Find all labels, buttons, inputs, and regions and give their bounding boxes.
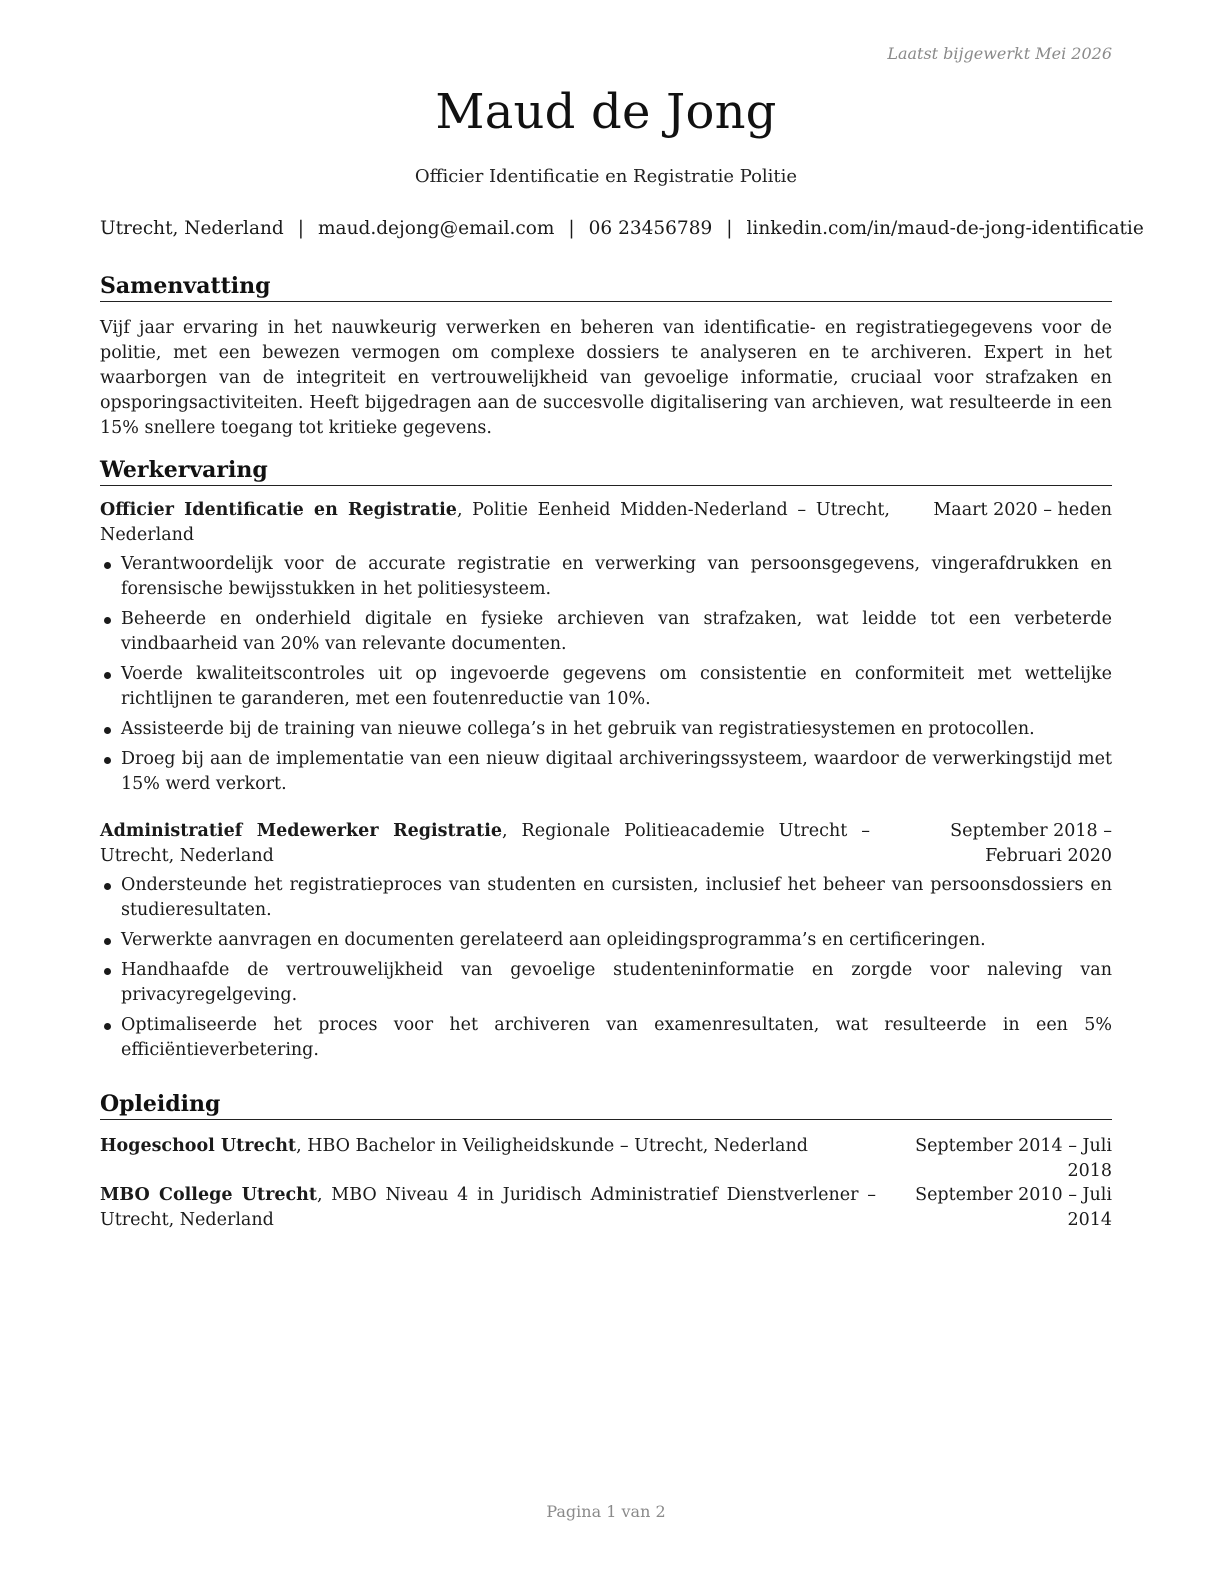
- contact-separator: |: [297, 218, 304, 239]
- experience-section: [100, 456, 1112, 1068]
- bullet-item: Voerde kwaliteitscontroles uit op ingevoerde gegevens om consistentie en conformiteit met wettelijke richtlijnen te garanderen, met een foutenreductie van 10%.: [100, 662, 1112, 712]
- candidate-headline: Officier Identificatie en Registratie Politie: [414, 166, 798, 187]
- education-detail: , HBO Bachelor in Veiligheidskunde – Utrecht, Nederland: [296, 1136, 808, 1156]
- resume-page: [100, 0, 1144, 1584]
- section-title-experience: Werkervaring: [100, 456, 1112, 486]
- contact-line: [100, 218, 1144, 239]
- section-title-summary: Samenvatting: [100, 272, 1112, 302]
- last-updated: Laatst bijgewerkt Mei 2026: [887, 44, 1112, 63]
- job-header: [100, 498, 1112, 548]
- bullet-item: Ondersteunde het registratieproces van studenten en cursisten, inclusief het beheer van persoonsdossiers en studieresultaten.: [100, 873, 1112, 923]
- summary-text: Vijf jaar ervaring in het nauwkeurig verwerken en beheren van identificatie- en registratiegegevens voor de politie, met een bewezen vermogen om complexe dossiers te analyseren en te archiveren. Expert in het waarborgen van de integriteit en vertrouwelijkheid van gevoelige informatie, cruciaal voor strafzaken en opsporingsactiviteiten. Heeft bijgedragen aan de succesvolle digitalisering van archieven, wat resulteerde in een 15% snellere toegang tot kritieke gegevens.: [100, 318, 1112, 438]
- page-number: Pagina 1 van 2: [546, 1502, 666, 1521]
- education-title-line: [100, 1183, 876, 1233]
- job-bullets: [100, 873, 1112, 1063]
- bullet-item: Handhaafde de vertrouwelijkheid van gevoelige studenteninformatie en zorgde voor naleving van privacyregelgeving.: [100, 958, 1112, 1008]
- contact-email[interactable]: maud.dejong@email.com: [318, 218, 555, 239]
- contact-linkedin[interactable]: linkedin.com/in/maud-de-jong-identificatie: [746, 218, 1144, 239]
- education-detail: , MBO Niveau 4 in Juridisch Administratief Dienstverlener – Utrecht, Nederland: [100, 1185, 876, 1230]
- bullet-item: Beheerde en onderhield digitale en fysieke archieven van strafzaken, wat leidde tot een verbeterde vindbaarheid van 20% van relevante documenten.: [100, 607, 1112, 657]
- contact-phone[interactable]: 06 23456789: [588, 218, 713, 239]
- job-organization: , Politie Eenheid Midden-Nederland – Utrecht, Nederland: [100, 500, 890, 545]
- bullet-item: Assisteerde bij de training van nieuwe collega’s in het gebruik van registratiesystemen en protocollen.: [100, 717, 1112, 742]
- job-header: [100, 819, 1112, 869]
- job-title-line: [100, 819, 870, 869]
- education-school: MBO College Utrecht: [100, 1185, 317, 1205]
- job-role: Officier Identificatie en Registratie: [100, 500, 457, 520]
- bullet-item: Optimaliseerde het proces voor het archiveren van examenresultaten, wat resulteerde in een 5% efficiëntieverbetering.: [100, 1013, 1112, 1063]
- education-school: Hogeschool Utrecht: [100, 1136, 297, 1156]
- job-bullets: [100, 552, 1112, 797]
- job-dates: Maart 2020 – heden: [933, 500, 1112, 520]
- education-entry: [100, 1183, 1112, 1233]
- contact-separator: |: [568, 218, 575, 239]
- job-title-line: [100, 498, 890, 548]
- section-title-education: Opleiding: [100, 1090, 1112, 1120]
- job-organization: , Regionale Politieacademie Utrecht – Utrecht, Nederland: [100, 821, 870, 866]
- bullet-item: Verwerkte aanvragen en documenten gerelateerd aan opleidingsprogramma’s en certificeringen.: [100, 928, 1112, 953]
- education-dates: September 2014 – Juli 2018: [915, 1136, 1112, 1181]
- education-entry: [100, 1134, 1112, 1181]
- education-title-line: [100, 1134, 876, 1159]
- job-role: Administratief Medewerker Registratie: [100, 821, 502, 841]
- education-section: [100, 1090, 1112, 1233]
- job-entry: [100, 498, 1112, 797]
- summary-section: [100, 272, 1112, 441]
- education-dates: September 2010 – Juli 2014: [915, 1185, 1112, 1230]
- job-entry: [100, 819, 1112, 1063]
- bullet-item: Droeg bij aan de implementatie van een nieuw digitaal archiveringssysteem, waardoor de verwerkingstijd met 15% werd verkort.: [100, 747, 1112, 797]
- contact-separator: |: [726, 218, 733, 239]
- contact-location: Utrecht, Nederland: [100, 218, 284, 239]
- job-dates: September 2018 – Februari 2020: [950, 821, 1112, 866]
- bullet-item: Verantwoordelijk voor de accurate registratie en verwerking van persoonsgegevens, vingerafdrukken en forensische bewijsstukken in het politiesysteem.: [100, 552, 1112, 602]
- candidate-name: Maud de Jong: [435, 84, 777, 140]
